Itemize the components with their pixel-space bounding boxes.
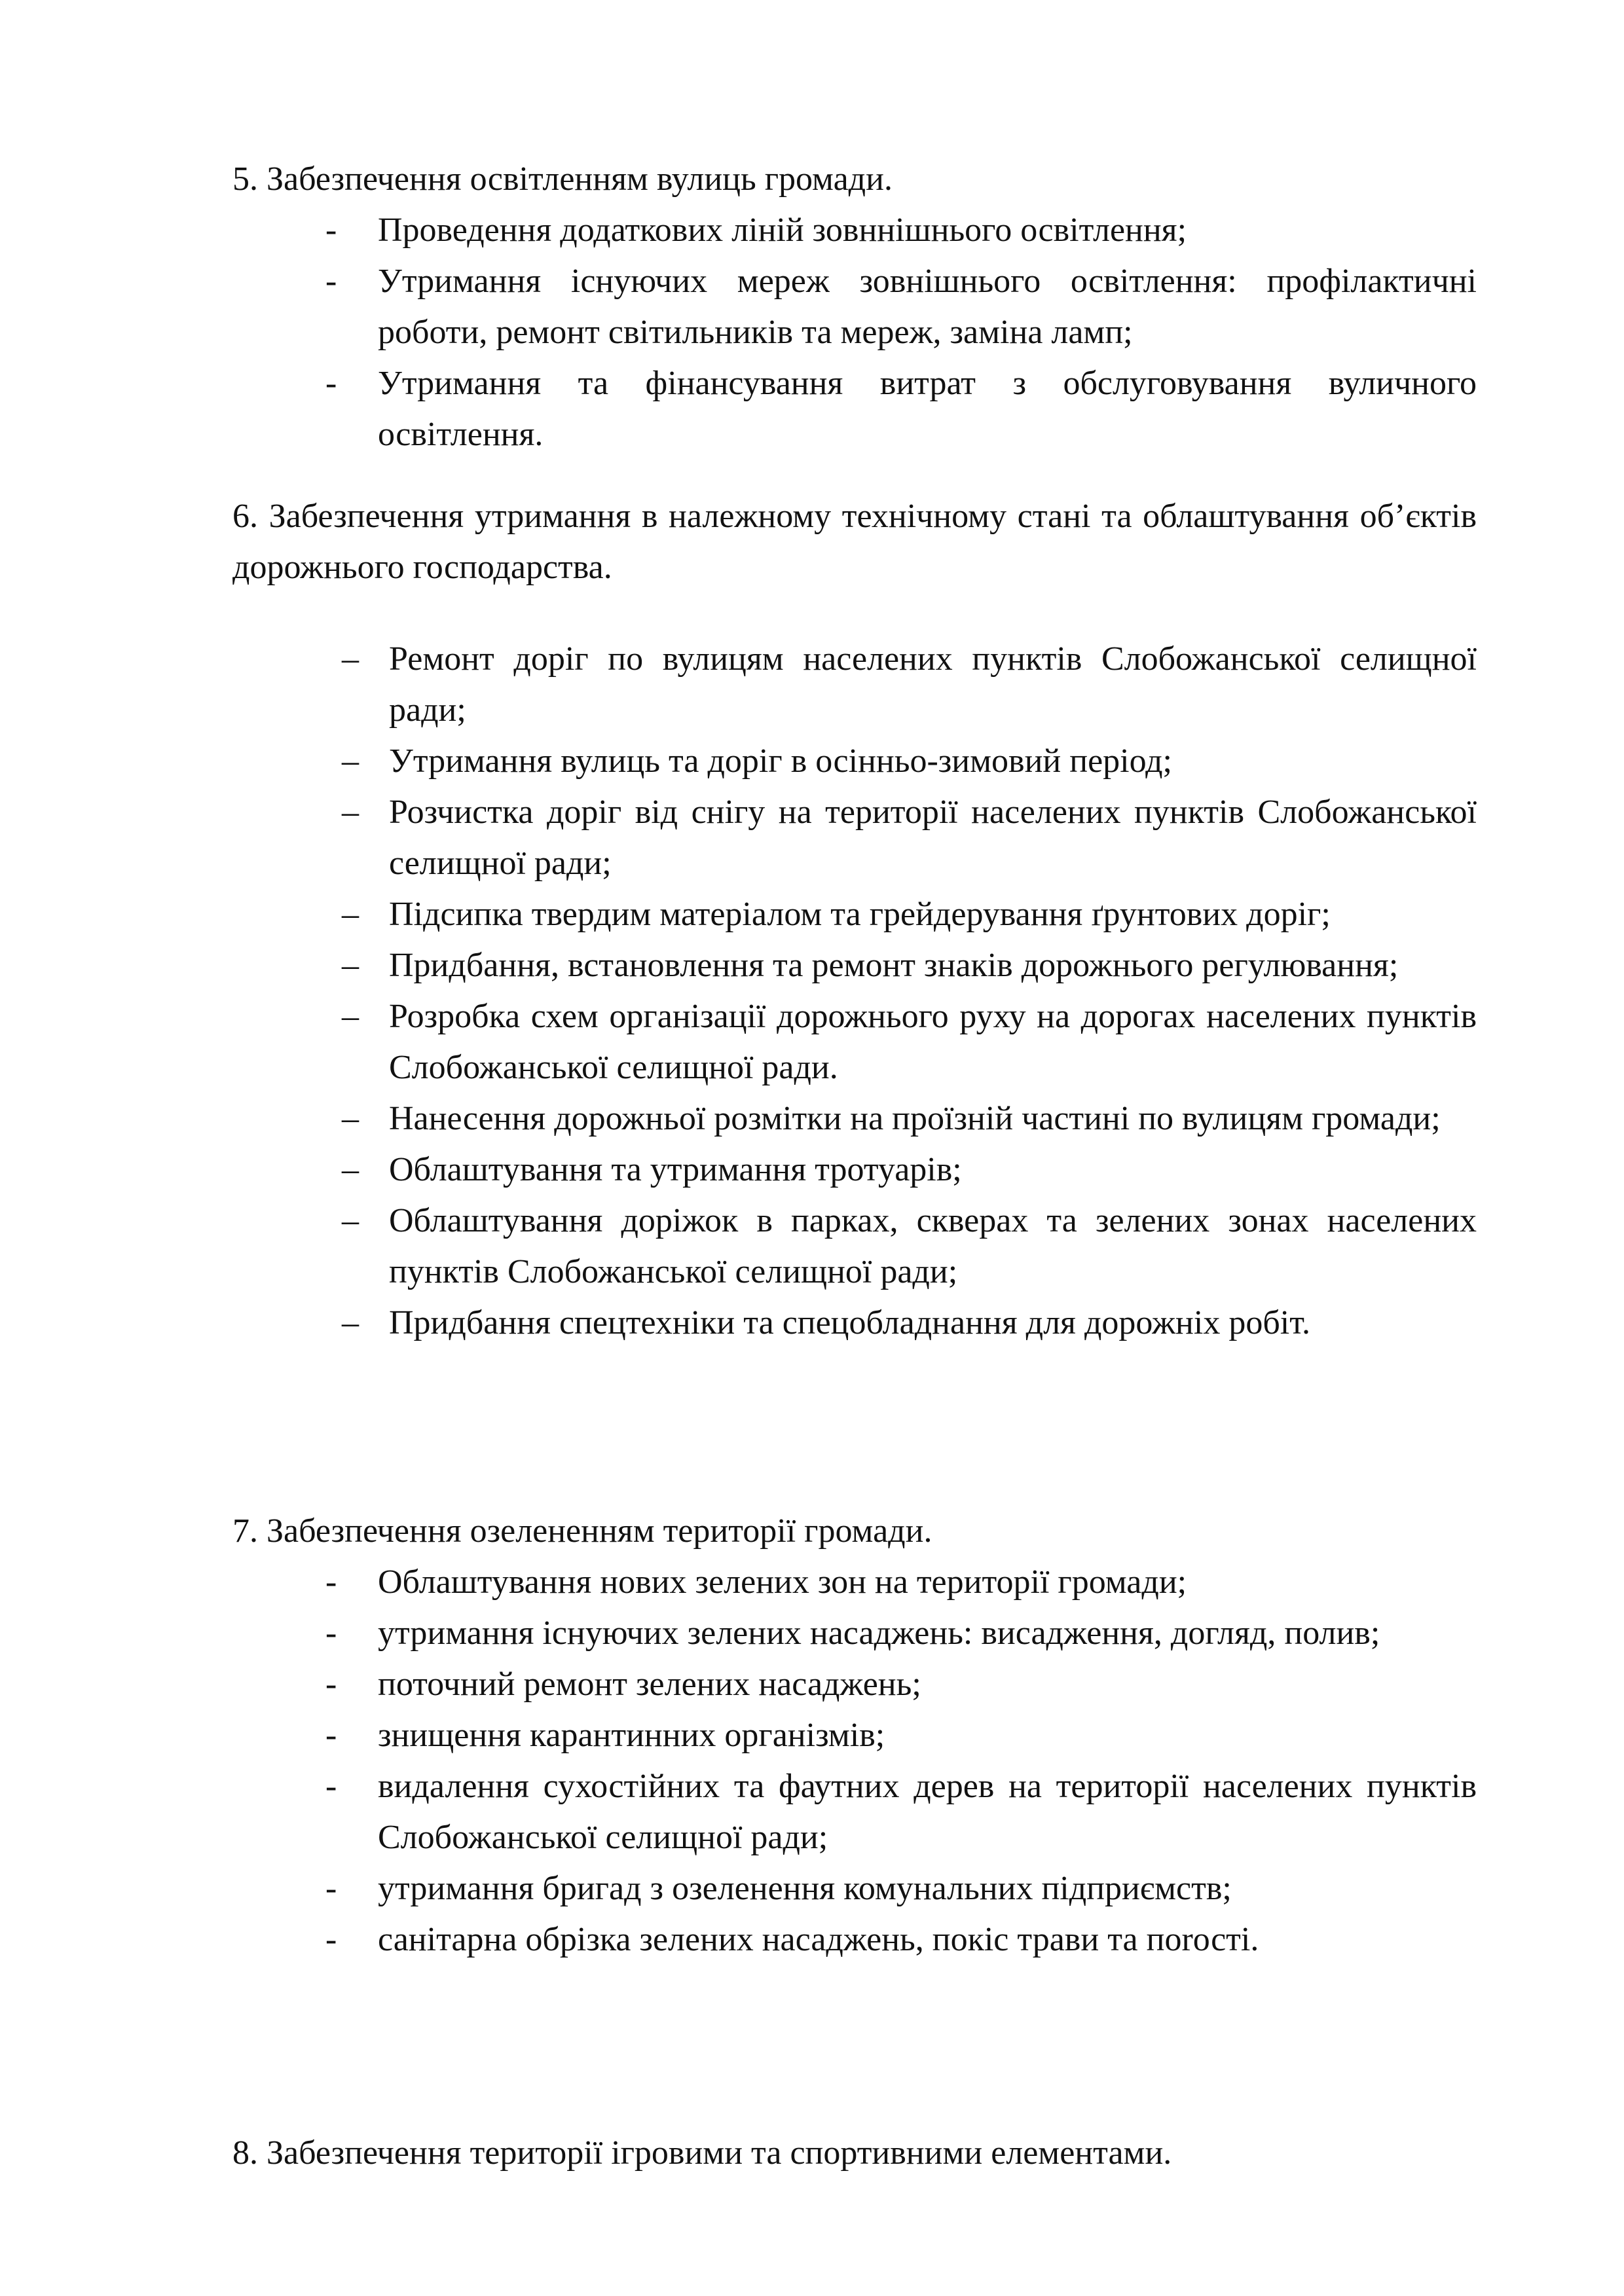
- list-marker: –: [342, 1151, 359, 1188]
- list-item: – Розчистка доріг від снігу на території населених пунктів Слобожанської селищної ради;: [389, 787, 1477, 889]
- list-item: - Утримання існуючих мереж зовнішнього освітлення: профілактичні роботи, ремонт світильників та мереж, заміна ламп;: [378, 256, 1477, 358]
- section-5-list: [325, 205, 1477, 460]
- list-item: - утримання бригад з озеленення комунальних підприємств;: [378, 1863, 1477, 1914]
- list-item: - поточний ремонт зелених насаджень;: [378, 1659, 1477, 1710]
- list-marker: –: [342, 947, 359, 984]
- list-item: – Розробка схем організації дорожнього руху на дорогах населених пунктів Слобожанської селищної ради.: [389, 991, 1477, 1093]
- list-marker: -: [325, 1717, 337, 1754]
- list-item: – Утримання вулиць та доріг в осінньо-зимовий період;: [389, 736, 1477, 787]
- list-marker: -: [325, 1666, 337, 1703]
- list-marker: –: [342, 896, 359, 933]
- list-marker: -: [325, 263, 337, 300]
- list-marker: –: [342, 742, 359, 780]
- list-item: - Облаштування нових зелених зон на території громади;: [378, 1557, 1477, 1608]
- list-item: – Облаштування та утримання тротуарів;: [389, 1144, 1477, 1195]
- list-item: - знищення карантинних організмів;: [378, 1710, 1477, 1761]
- list-marker: -: [325, 1768, 337, 1805]
- list-item: – Облаштування доріжок в парках, скверах та зелених зонах населених пунктів Слобожанської селищної ради;: [389, 1195, 1477, 1298]
- list-marker: -: [325, 1870, 337, 1907]
- section-5-heading: 5. Забезпечення освітленням вулиць громади.: [232, 160, 893, 198]
- list-item: - Проведення додаткових ліній зовннішнього освітлення;: [378, 205, 1477, 256]
- list-item: - санітарна обрізка зелених насаджень, покіс трави та пorості.: [378, 1914, 1477, 1965]
- list-item: - утримання існуючих зелених насаджень: висадження, догляд, полив;: [378, 1608, 1477, 1659]
- list-item: - видалення сухостійних та фаутних дерев на території населених пунктів Слобожанської селищної ради;: [378, 1761, 1477, 1863]
- list-marker: -: [325, 1614, 337, 1652]
- list-item: – Придбання спецтехніки та спецобладнання для дорожніх робіт.: [389, 1298, 1477, 1349]
- list-item: - Утримання та фінансування витрат з обслуговування вуличного освітлення.: [378, 358, 1477, 460]
- list-marker: -: [325, 1563, 337, 1601]
- list-marker: –: [342, 1100, 359, 1137]
- list-item: – Ремонт доріг по вулицям населених пунктів Слобожанської селищної ради;: [389, 634, 1477, 736]
- list-marker: –: [342, 793, 359, 831]
- list-marker: –: [342, 1304, 359, 1341]
- list-marker: –: [342, 1202, 359, 1239]
- list-item: – Нанесення дорожньої розмітки на проїзній частині по вулицям громади;: [389, 1093, 1477, 1144]
- list-marker: -: [325, 1921, 337, 1958]
- list-marker: -: [325, 365, 337, 402]
- list-marker: –: [342, 998, 359, 1035]
- section-6-list: [342, 634, 1477, 1349]
- list-marker: –: [342, 640, 359, 678]
- list-marker: -: [325, 211, 337, 249]
- section-7-heading: 7. Забезпечення озелененням території громади.: [232, 1512, 932, 1550]
- list-item: – Підсипка твердим матеріалом та грейдерування ґрунтових доріг;: [389, 889, 1477, 940]
- section-6-heading: 6. Забезпечення утримання в належному технічному стані та облаштування об’єктів дорожнього господарства.: [232, 498, 1477, 586]
- list-item: – Придбання, встановлення та ремонт знаків дорожнього регулювання;: [389, 940, 1477, 991]
- section-7-list: [325, 1557, 1477, 1965]
- section-8-heading: 8. Забезпечення території ігровими та спортивними елементами.: [232, 2134, 1172, 2172]
